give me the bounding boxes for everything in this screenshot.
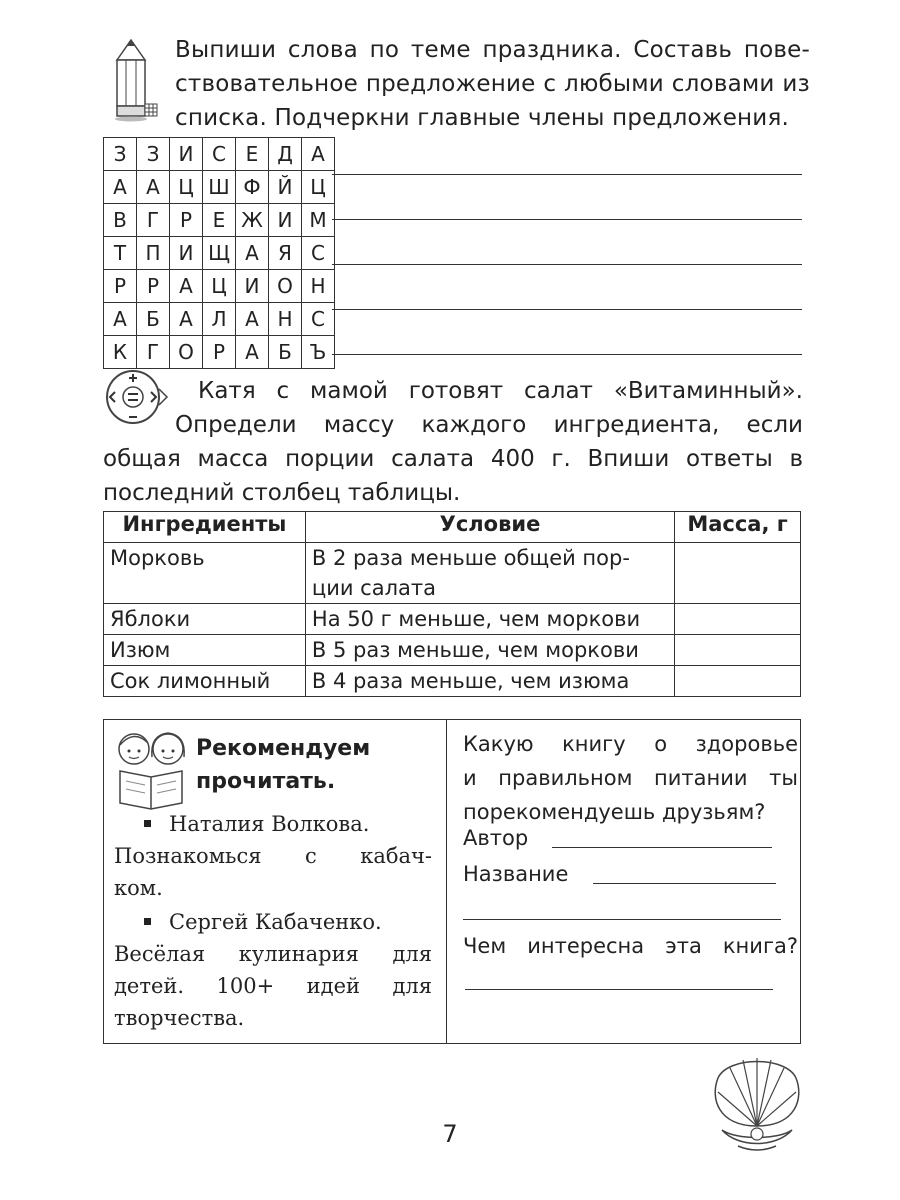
answer-line[interactable]	[332, 174, 802, 175]
bullet-icon	[144, 918, 151, 925]
grid-row	[104, 138, 335, 171]
grid-letter-cell[interactable]: И	[170, 138, 203, 171]
book2-title-line: детей. 100+ идей для	[114, 974, 432, 998]
grid-letter-cell[interactable]: М	[302, 204, 335, 237]
letter-grid	[103, 137, 335, 369]
grid-letter-cell[interactable]: Я	[269, 237, 302, 270]
condition-line: В 2 раза меньше общей пор-	[311, 546, 630, 570]
author-answer-line[interactable]	[552, 847, 772, 848]
grid-letter-cell[interactable]: А	[137, 171, 170, 204]
question-line: порекомендуешь друзьям?	[463, 800, 766, 824]
title-answer-line[interactable]	[593, 883, 776, 884]
grid-letter-cell[interactable]: И	[170, 237, 203, 270]
grid-letter-cell[interactable]: Р	[170, 204, 203, 237]
question-line: и правильном питании ты	[463, 766, 798, 790]
grid-letter-cell[interactable]: Й	[269, 171, 302, 204]
ingredient-cell: Изюм	[104, 635, 306, 666]
answer-line[interactable]	[332, 219, 802, 220]
grid-letter-cell[interactable]: Г	[137, 204, 170, 237]
grid-letter-cell[interactable]: О	[269, 270, 302, 303]
grid-letter-cell[interactable]: А	[302, 138, 335, 171]
book1-title-line: ком.	[114, 876, 163, 900]
grid-letter-cell[interactable]: А	[236, 237, 269, 270]
task1-instruction	[175, 33, 810, 135]
condition-cell: В 5 раз меньше, чем моркови	[305, 635, 674, 666]
task2-line: Определи массу каждого ингредиента, если	[175, 412, 803, 438]
grid-letter-cell[interactable]: Ц	[302, 171, 335, 204]
recommend-title-line: прочитать.	[196, 769, 336, 794]
table-row	[104, 604, 801, 635]
author-label: Автор	[463, 826, 529, 850]
grid-letter-cell[interactable]: Т	[104, 237, 137, 270]
answer-line[interactable]	[332, 354, 802, 355]
grid-letter-cell[interactable]: Ц	[203, 270, 236, 303]
table-row	[104, 635, 801, 666]
book1-author: Наталия Волкова.	[169, 812, 370, 836]
grid-letter-cell[interactable]: С	[302, 237, 335, 270]
grid-letter-cell[interactable]: З	[137, 138, 170, 171]
children-reading-icon	[114, 727, 188, 811]
grid-row	[104, 171, 335, 204]
grid-letter-cell[interactable]: Ц	[170, 171, 203, 204]
grid-letter-cell[interactable]: Р	[104, 270, 137, 303]
list-item	[114, 808, 434, 904]
ingredient-cell: Морковь	[104, 543, 306, 604]
book2-title-line: творчества.	[114, 1006, 245, 1030]
question-line: Какую книгу о здоровье	[463, 732, 798, 756]
grid-letter-cell[interactable]: Р	[137, 270, 170, 303]
grid-letter-cell[interactable]: И	[269, 204, 302, 237]
grid-letter-cell[interactable]: П	[137, 237, 170, 270]
grid-letter-cell[interactable]: Б	[137, 303, 170, 336]
grid-letter-cell[interactable]: И	[236, 270, 269, 303]
grid-letter-cell[interactable]: А	[104, 303, 137, 336]
column-header: Условие	[305, 512, 674, 543]
column-header: Масса, г	[675, 512, 801, 543]
grid-letter-cell[interactable]: А	[170, 303, 203, 336]
table-header-row	[104, 512, 801, 543]
grid-letter-cell[interactable]: О	[170, 336, 203, 369]
grid-letter-cell[interactable]: Ф	[236, 171, 269, 204]
grid-letter-cell[interactable]: А	[236, 303, 269, 336]
condition-cell	[305, 543, 674, 604]
interest-answer-line[interactable]	[465, 989, 773, 990]
pencil-icon	[103, 38, 161, 122]
ingredients-table	[103, 511, 801, 697]
condition-cell: На 50 г меньше, чем моркови	[305, 604, 674, 635]
box-divider	[446, 720, 447, 1043]
mass-answer-cell[interactable]	[675, 543, 801, 604]
grid-letter-cell[interactable]: З	[104, 138, 137, 171]
task1-line: ствовательное предложение с любыми словами из	[175, 71, 810, 97]
grid-letter-cell[interactable]: Р	[203, 336, 236, 369]
seashell-icon	[708, 1048, 806, 1156]
grid-letter-cell[interactable]: Щ	[203, 237, 236, 270]
grid-letter-cell[interactable]: Ж	[236, 204, 269, 237]
grid-letter-cell[interactable]: С	[302, 303, 335, 336]
grid-row	[104, 204, 335, 237]
task1-line: списка. Подчеркни главные члены предложения.	[175, 105, 789, 131]
condition-cell: В 4 раза меньше, чем изюма	[305, 666, 674, 697]
grid-letter-cell[interactable]: Б	[269, 336, 302, 369]
book2-title-line: Весёлая кулинария для	[114, 942, 432, 966]
mass-answer-cell[interactable]	[675, 666, 801, 697]
answer-line[interactable]	[332, 309, 802, 310]
grid-letter-cell[interactable]: К	[104, 336, 137, 369]
mass-answer-cell[interactable]	[675, 604, 801, 635]
grid-letter-cell[interactable]: Н	[269, 303, 302, 336]
condition-line: ции салата	[311, 576, 436, 600]
grid-letter-cell[interactable]: В	[104, 204, 137, 237]
book-question	[463, 727, 798, 829]
grid-letter-cell[interactable]: А	[104, 171, 137, 204]
grid-letter-cell[interactable]: Н	[302, 270, 335, 303]
grid-letter-cell[interactable]: А	[236, 336, 269, 369]
task2-line: общая масса порции салата 400 г. Впиши ответы в	[103, 446, 803, 472]
grid-letter-cell[interactable]: Ъ	[302, 336, 335, 369]
recommend-title	[196, 732, 370, 798]
recommend-title-line: Рекомендуем	[196, 736, 371, 761]
grid-letter-cell[interactable]: Е	[203, 204, 236, 237]
table-row	[104, 543, 801, 604]
page-number: 7	[442, 1120, 458, 1148]
title-answer-line[interactable]	[463, 919, 781, 920]
grid-letter-cell[interactable]: Л	[203, 303, 236, 336]
book-list	[114, 808, 434, 1036]
task2-line: Катя с мамой готовят салат «Витаминный».	[198, 378, 803, 404]
task2-instruction	[103, 374, 803, 510]
title-label: Название	[463, 862, 569, 886]
task2-line: последний столбец таблицы.	[103, 480, 461, 506]
table-row	[104, 666, 801, 697]
ingredient-cell: Сок лимонный	[104, 666, 306, 697]
grid-letter-cell[interactable]: А	[170, 270, 203, 303]
grid-letter-cell[interactable]: Е	[236, 138, 269, 171]
book2-author: Сергей Кабаченко.	[169, 910, 382, 934]
answer-line[interactable]	[332, 264, 802, 265]
grid-letter-cell[interactable]: Ш	[203, 171, 236, 204]
grid-row	[104, 303, 335, 336]
grid-letter-cell[interactable]: С	[203, 138, 236, 171]
book1-title-line: Познакомься с кабач-	[114, 844, 432, 868]
bullet-icon	[144, 820, 151, 827]
grid-row	[104, 336, 335, 369]
task1-line: Выпиши слова по теме праздника. Составь пове-	[175, 37, 810, 63]
interest-question: Чем интересна эта книга?	[463, 934, 798, 958]
grid-letter-cell[interactable]: Г	[137, 336, 170, 369]
grid-letter-cell[interactable]: Д	[269, 138, 302, 171]
ingredient-cell: Яблоки	[104, 604, 306, 635]
grid-row	[104, 237, 335, 270]
column-header: Ингредиенты	[104, 512, 306, 543]
grid-row	[104, 270, 335, 303]
list-item	[114, 906, 434, 1034]
mass-answer-cell[interactable]	[675, 635, 801, 666]
